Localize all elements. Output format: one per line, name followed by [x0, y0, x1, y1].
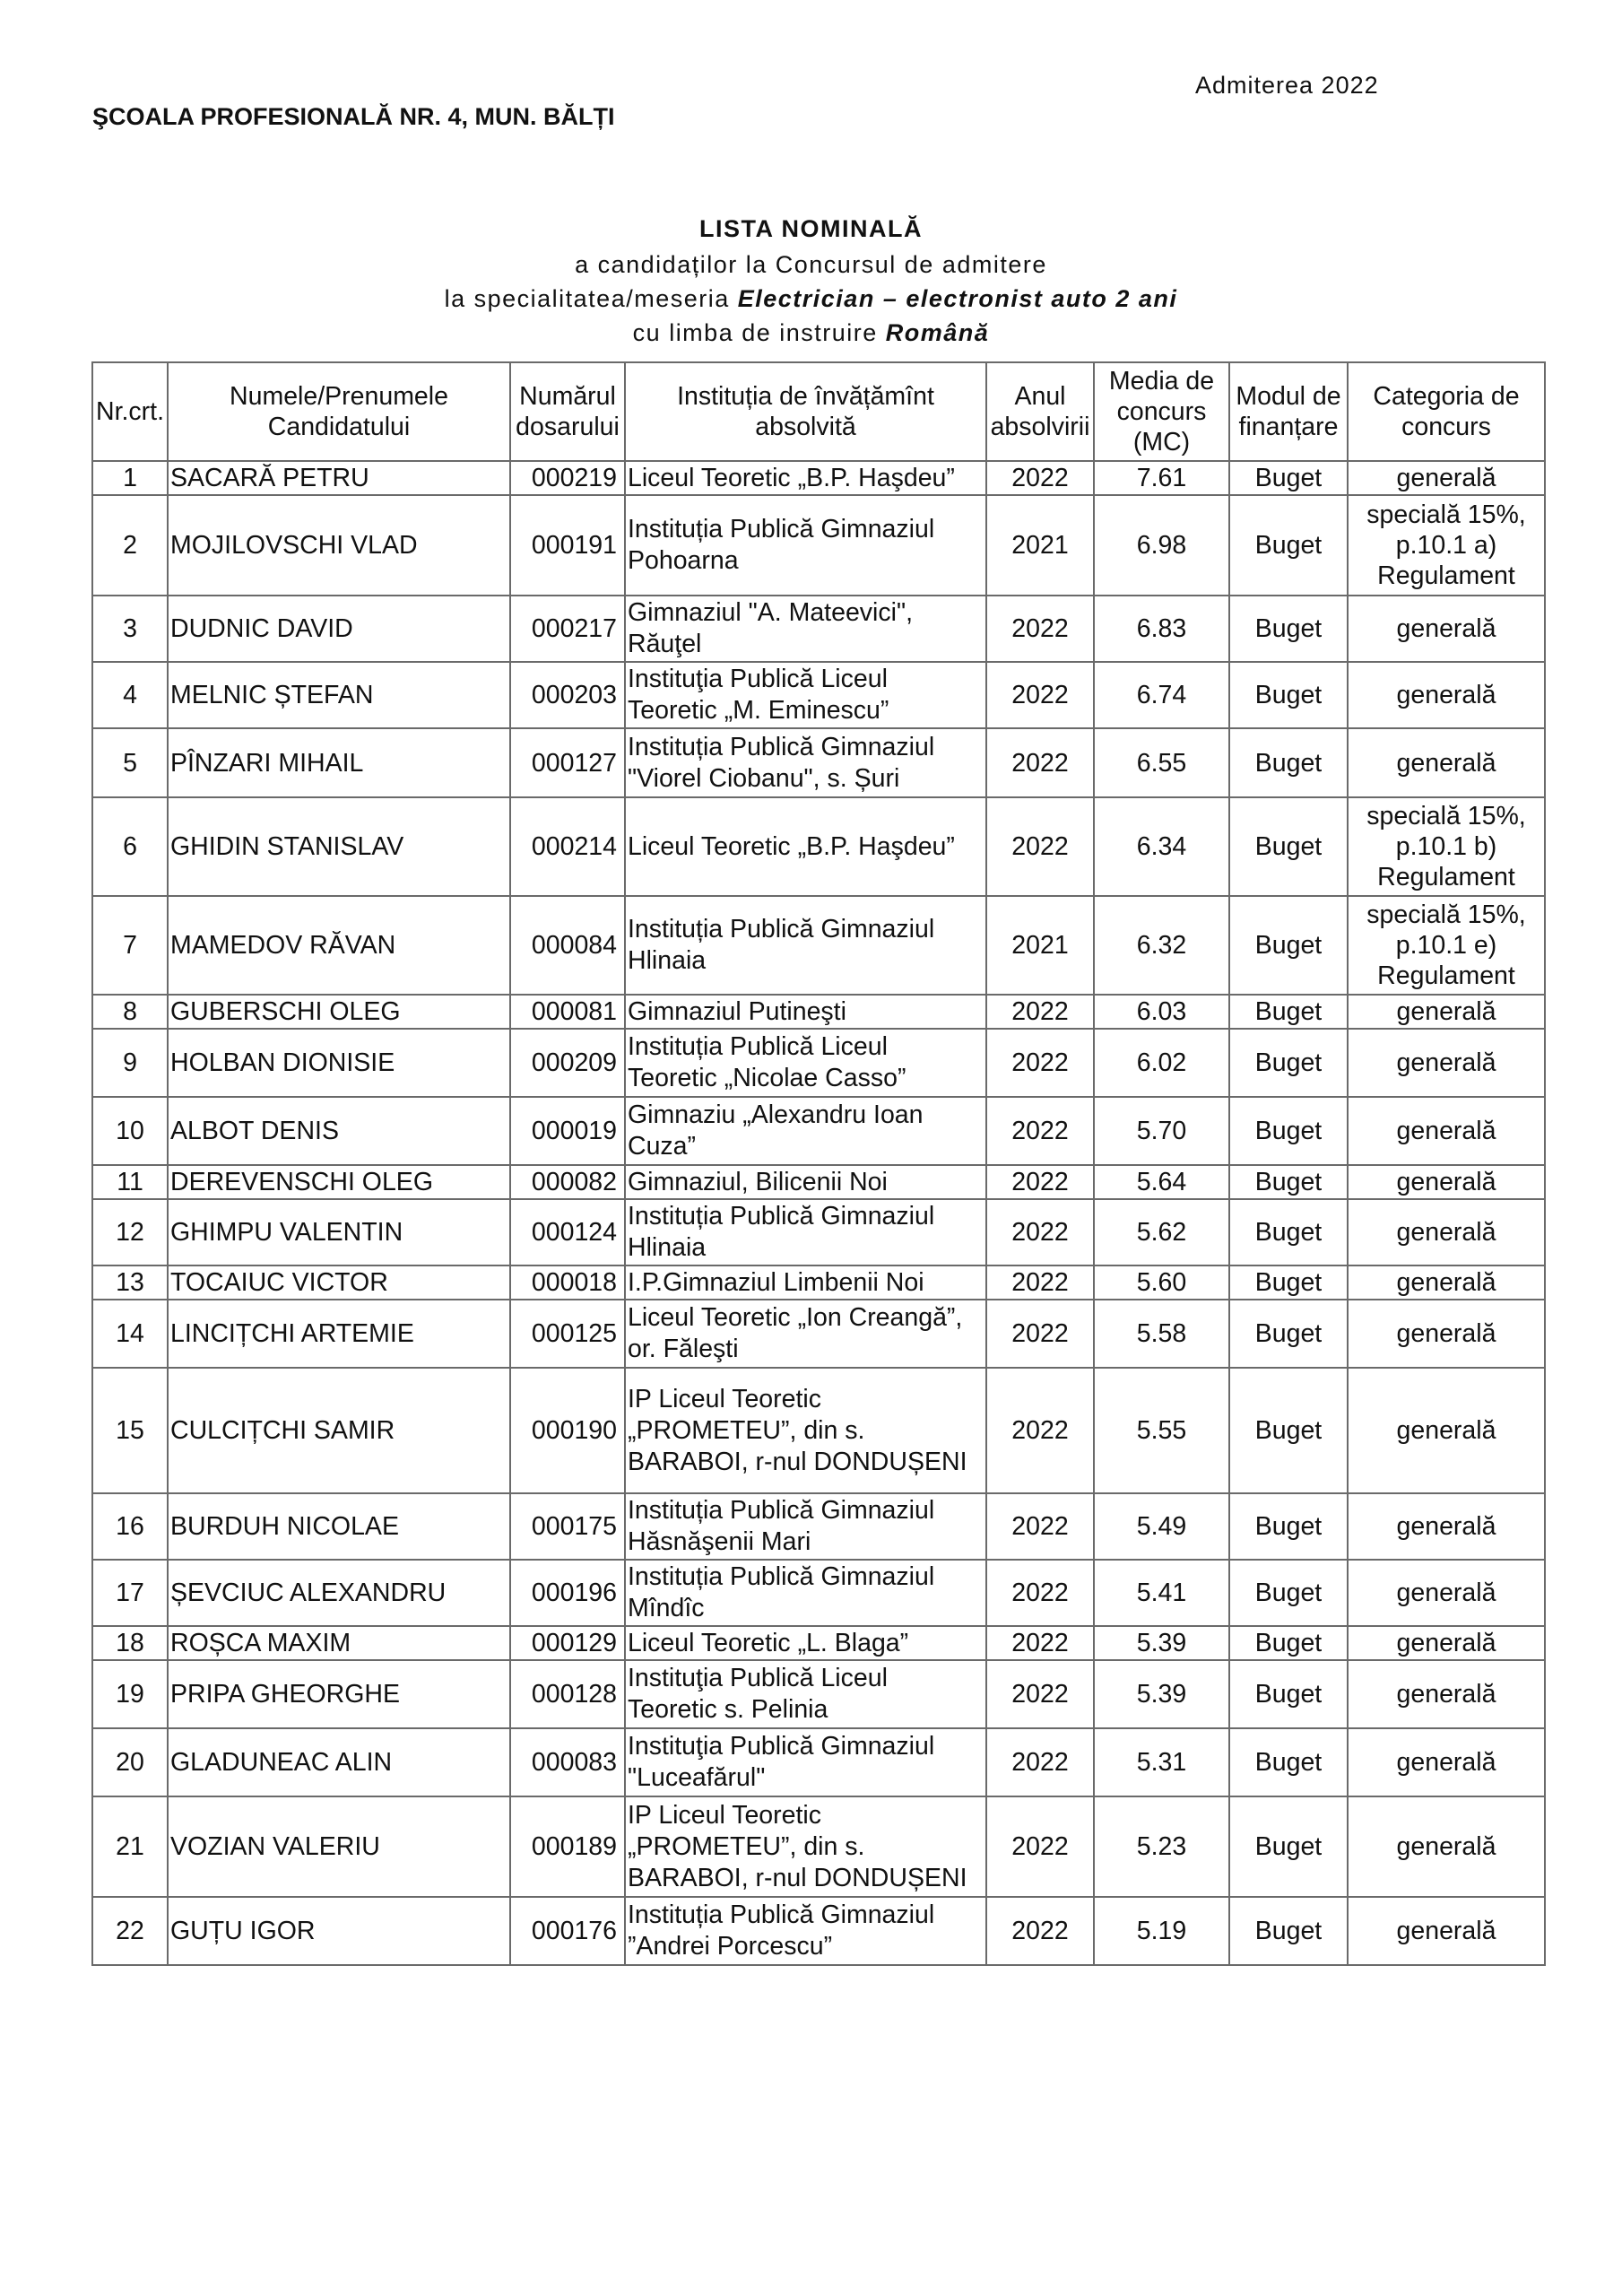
- contest-category-cell: generală: [1348, 995, 1545, 1029]
- institution-cell: Instituția Publică Gimnaziul "Viorel Ciobanu", s. Șuri: [625, 728, 986, 797]
- candidate-name-cell: ȘEVCIUC ALEXANDRU: [168, 1560, 510, 1626]
- institution-cell: IP Liceul Teoretic „PROMETEU”, din s. BARABOI, r-nul DONDUȘENI: [625, 1368, 986, 1493]
- graduation-year-cell: 2022: [986, 728, 1094, 797]
- candidate-name-cell: GLADUNEAC ALIN: [168, 1728, 510, 1796]
- funding-mode-cell: Buget: [1229, 662, 1348, 728]
- table-row: [92, 1265, 1545, 1300]
- candidate-name-cell: MOJILOVSCHI VLAD: [168, 495, 510, 596]
- col-header-funding: Modul de finanțare: [1229, 362, 1348, 461]
- row-number-cell: 12: [92, 1199, 168, 1265]
- row-number-cell: 4: [92, 662, 168, 728]
- admission-year-label: Admiterea 2022: [1195, 72, 1379, 99]
- contest-category-cell: generală: [1348, 1493, 1545, 1560]
- document-title: LISTA NOMINALĂ: [699, 215, 923, 242]
- contest-average-cell: 5.39: [1094, 1660, 1229, 1728]
- row-number-cell: 9: [92, 1029, 168, 1097]
- graduation-year-cell: 2022: [986, 1368, 1094, 1493]
- row-number-cell: 22: [92, 1897, 168, 1965]
- contest-average-cell: 5.49: [1094, 1493, 1229, 1560]
- subtitle-line-3: [0, 319, 1622, 347]
- funding-mode-cell: Buget: [1229, 1199, 1348, 1265]
- table-row: [92, 1560, 1545, 1626]
- contest-category-cell: generală: [1348, 1097, 1545, 1165]
- row-number-cell: 7: [92, 896, 168, 995]
- file-number-cell: 000189: [510, 1796, 625, 1897]
- graduation-year-cell: 2022: [986, 1660, 1094, 1728]
- institution-cell: Instituţia Publică Liceul Teoretic „M. Eminescu”: [625, 662, 986, 728]
- graduation-year-cell: 2021: [986, 495, 1094, 596]
- file-number-cell: 000175: [510, 1493, 625, 1560]
- contest-average-cell: 6.55: [1094, 728, 1229, 797]
- graduation-year-cell: 2022: [986, 1199, 1094, 1265]
- table-row: [92, 1493, 1545, 1560]
- funding-mode-cell: Buget: [1229, 995, 1348, 1029]
- funding-mode-cell: Buget: [1229, 461, 1348, 495]
- table-row: [92, 1300, 1545, 1368]
- candidate-name-cell: GUȚU IGOR: [168, 1897, 510, 1965]
- contest-average-cell: 6.03: [1094, 995, 1229, 1029]
- file-number-cell: 000176: [510, 1897, 625, 1965]
- table-body: [92, 461, 1545, 1965]
- col-header-institution: Instituția de învățămînt absolvită: [625, 362, 986, 461]
- contest-category-cell: generală: [1348, 1660, 1545, 1728]
- file-number-cell: 000124: [510, 1199, 625, 1265]
- contest-average-cell: 5.64: [1094, 1165, 1229, 1199]
- contest-category-cell: generală: [1348, 1796, 1545, 1897]
- table-row: [92, 1368, 1545, 1493]
- col-header-nr: Nr.crt.: [92, 362, 168, 461]
- col-header-year: Anul absolvirii: [986, 362, 1094, 461]
- contest-average-cell: 5.58: [1094, 1300, 1229, 1368]
- file-number-cell: 000018: [510, 1265, 625, 1300]
- file-number-cell: 000081: [510, 995, 625, 1029]
- funding-mode-cell: Buget: [1229, 1493, 1348, 1560]
- contest-category-cell: specială 15%, p.10.1 b) Regulament: [1348, 797, 1545, 896]
- contest-average-cell: 5.70: [1094, 1097, 1229, 1165]
- contest-category-cell: generală: [1348, 728, 1545, 797]
- funding-mode-cell: Buget: [1229, 728, 1348, 797]
- contest-category-cell: specială 15%, p.10.1 a) Regulament: [1348, 495, 1545, 596]
- contest-category-cell: generală: [1348, 1165, 1545, 1199]
- graduation-year-cell: 2022: [986, 797, 1094, 896]
- table-row: [92, 1199, 1545, 1265]
- file-number-cell: 000019: [510, 1097, 625, 1165]
- funding-mode-cell: Buget: [1229, 1796, 1348, 1897]
- funding-mode-cell: Buget: [1229, 1560, 1348, 1626]
- row-number-cell: 14: [92, 1300, 168, 1368]
- graduation-year-cell: 2022: [986, 1493, 1094, 1560]
- candidate-name-cell: ALBOT DENIS: [168, 1097, 510, 1165]
- file-number-cell: 000190: [510, 1368, 625, 1493]
- graduation-year-cell: 2022: [986, 1029, 1094, 1097]
- institution-cell: Gimnaziu „Alexandru Ioan Cuza”: [625, 1097, 986, 1165]
- funding-mode-cell: Buget: [1229, 1165, 1348, 1199]
- candidate-name-cell: SACARĂ PETRU: [168, 461, 510, 495]
- candidate-name-cell: HOLBAN DIONISIE: [168, 1029, 510, 1097]
- file-number-cell: 000082: [510, 1165, 625, 1199]
- col-header-mc: Media de concurs (MC): [1094, 362, 1229, 461]
- candidates-table: [91, 361, 1546, 1966]
- candidate-name-cell: DEREVENSCHI OLEG: [168, 1165, 510, 1199]
- contest-category-cell: generală: [1348, 1199, 1545, 1265]
- col-header-file: Numărul dosarului: [510, 362, 625, 461]
- file-number-cell: 000219: [510, 461, 625, 495]
- col-header-category: Categoria de concurs: [1348, 362, 1545, 461]
- contest-category-cell: generală: [1348, 1728, 1545, 1796]
- institution-cell: IP Liceul Teoretic „PROMETEU”, din s. BARABOI, r-nul DONDUȘENI: [625, 1796, 986, 1897]
- funding-mode-cell: Buget: [1229, 596, 1348, 662]
- row-number-cell: 5: [92, 728, 168, 797]
- contest-category-cell: generală: [1348, 1626, 1545, 1660]
- file-number-cell: 000217: [510, 596, 625, 662]
- file-number-cell: 000128: [510, 1660, 625, 1728]
- candidate-name-cell: PRIPA GHEORGHE: [168, 1660, 510, 1728]
- file-number-cell: 000083: [510, 1728, 625, 1796]
- row-number-cell: 10: [92, 1097, 168, 1165]
- funding-mode-cell: Buget: [1229, 1660, 1348, 1728]
- file-number-cell: 000125: [510, 1300, 625, 1368]
- graduation-year-cell: 2022: [986, 662, 1094, 728]
- table-row: [92, 995, 1545, 1029]
- subtitle-line-1: a candidaților la Concursul de admitere: [575, 251, 1047, 278]
- file-number-cell: 000127: [510, 728, 625, 797]
- institution-cell: Instituția Publică Gimnaziul Pohoarna: [625, 495, 986, 596]
- funding-mode-cell: Buget: [1229, 1265, 1348, 1300]
- row-number-cell: 13: [92, 1265, 168, 1300]
- specialty-prefix: la specialitatea/meseria: [444, 285, 738, 312]
- contest-average-cell: 5.19: [1094, 1897, 1229, 1965]
- table-row: [92, 896, 1545, 995]
- row-number-cell: 18: [92, 1626, 168, 1660]
- contest-category-cell: generală: [1348, 1560, 1545, 1626]
- candidate-name-cell: ROȘCA MAXIM: [168, 1626, 510, 1660]
- graduation-year-cell: 2022: [986, 1728, 1094, 1796]
- funding-mode-cell: Buget: [1229, 797, 1348, 896]
- table-row: [92, 1626, 1545, 1660]
- funding-mode-cell: Buget: [1229, 1300, 1348, 1368]
- row-number-cell: 11: [92, 1165, 168, 1199]
- instruction-language: Română: [885, 319, 990, 346]
- table-row: [92, 1728, 1545, 1796]
- table-row: [92, 662, 1545, 728]
- file-number-cell: 000191: [510, 495, 625, 596]
- contest-average-cell: 5.55: [1094, 1368, 1229, 1493]
- table-row: [92, 1029, 1545, 1097]
- candidate-name-cell: MELNIC ȘTEFAN: [168, 662, 510, 728]
- contest-average-cell: 7.61: [1094, 461, 1229, 495]
- institution-cell: Liceul Teoretic „L. Blaga”: [625, 1626, 986, 1660]
- table-row: [92, 1165, 1545, 1199]
- institution-cell: Liceul Teoretic „B.P. Haşdeu”: [625, 797, 986, 896]
- contest-average-cell: 5.60: [1094, 1265, 1229, 1300]
- table-row: [92, 728, 1545, 797]
- funding-mode-cell: Buget: [1229, 1626, 1348, 1660]
- graduation-year-cell: 2022: [986, 1626, 1094, 1660]
- table-row: [92, 1097, 1545, 1165]
- funding-mode-cell: Buget: [1229, 1897, 1348, 1965]
- candidate-name-cell: LINCIȚCHI ARTEMIE: [168, 1300, 510, 1368]
- contest-average-cell: 6.34: [1094, 797, 1229, 896]
- row-number-cell: 16: [92, 1493, 168, 1560]
- institution-cell: Instituția Publică Gimnaziul Hlinaia: [625, 896, 986, 995]
- funding-mode-cell: Buget: [1229, 1368, 1348, 1493]
- row-number-cell: 8: [92, 995, 168, 1029]
- contest-category-cell: generală: [1348, 662, 1545, 728]
- subtitle-line-2: [0, 285, 1622, 313]
- institution-cell: Liceul Teoretic „B.P. Haşdeu”: [625, 461, 986, 495]
- candidate-name-cell: PÎNZARI MIHAIL: [168, 728, 510, 797]
- graduation-year-cell: 2022: [986, 1265, 1094, 1300]
- table-row: [92, 797, 1545, 896]
- contest-category-cell: generală: [1348, 1897, 1545, 1965]
- institution-cell: I.P.Gimnaziul Limbenii Noi: [625, 1265, 986, 1300]
- candidate-name-cell: MAMEDOV RĂVAN: [168, 896, 510, 995]
- institution-cell: Instituția Publică Liceul Teoretic „Nicolae Casso”: [625, 1029, 986, 1097]
- contest-average-cell: 5.23: [1094, 1796, 1229, 1897]
- table-row: [92, 461, 1545, 495]
- institution-cell: Instituția Publică Gimnaziul ”Andrei Porcescu”: [625, 1897, 986, 1965]
- funding-mode-cell: Buget: [1229, 1097, 1348, 1165]
- contest-average-cell: 5.62: [1094, 1199, 1229, 1265]
- funding-mode-cell: Buget: [1229, 1029, 1348, 1097]
- file-number-cell: 000214: [510, 797, 625, 896]
- table-row: [92, 596, 1545, 662]
- col-header-name: [168, 362, 510, 461]
- institution-cell: Gimnaziul "A. Mateevici", Răuţel: [625, 596, 986, 662]
- candidate-name-cell: TOCAIUC VICTOR: [168, 1265, 510, 1300]
- table-row: [92, 1660, 1545, 1728]
- contest-category-cell: generală: [1348, 461, 1545, 495]
- institution-cell: Instituţia Publică Liceul Teoretic s. Pelinia: [625, 1660, 986, 1728]
- col-header-name-text: Numele/Prenumele Candidatului: [230, 382, 448, 441]
- contest-average-cell: 6.98: [1094, 495, 1229, 596]
- table-row: [92, 1897, 1545, 1965]
- funding-mode-cell: Buget: [1229, 495, 1348, 596]
- graduation-year-cell: 2022: [986, 461, 1094, 495]
- candidate-name-cell: CULCIȚCHI SAMIR: [168, 1368, 510, 1493]
- graduation-year-cell: 2022: [986, 1097, 1094, 1165]
- funding-mode-cell: Buget: [1229, 1728, 1348, 1796]
- graduation-year-cell: 2022: [986, 1300, 1094, 1368]
- graduation-year-cell: 2021: [986, 896, 1094, 995]
- file-number-cell: 000203: [510, 662, 625, 728]
- file-number-cell: 000196: [510, 1560, 625, 1626]
- row-number-cell: 19: [92, 1660, 168, 1728]
- specialty-name: Electrician – electronist auto 2 ani: [737, 285, 1178, 312]
- candidate-name-cell: VOZIAN VALERIU: [168, 1796, 510, 1897]
- contest-average-cell: 6.74: [1094, 662, 1229, 728]
- contest-category-cell: generală: [1348, 596, 1545, 662]
- contest-average-cell: 5.41: [1094, 1560, 1229, 1626]
- language-prefix: cu limba de instruire: [632, 319, 886, 346]
- row-number-cell: 20: [92, 1728, 168, 1796]
- candidate-name-cell: DUDNIC DAVID: [168, 596, 510, 662]
- candidate-name-cell: GUBERSCHI OLEG: [168, 995, 510, 1029]
- institution-cell: Instituţia Publică Gimnaziul "Luceafărul": [625, 1728, 986, 1796]
- contest-average-cell: 5.31: [1094, 1728, 1229, 1796]
- file-number-cell: 000209: [510, 1029, 625, 1097]
- row-number-cell: 17: [92, 1560, 168, 1626]
- graduation-year-cell: 2022: [986, 1560, 1094, 1626]
- graduation-year-cell: 2022: [986, 596, 1094, 662]
- contest-category-cell: specială 15%, p.10.1 e) Regulament: [1348, 896, 1545, 995]
- contest-average-cell: 6.83: [1094, 596, 1229, 662]
- graduation-year-cell: 2022: [986, 1796, 1094, 1897]
- contest-category-cell: generală: [1348, 1300, 1545, 1368]
- table-row: [92, 495, 1545, 596]
- institution-cell: Gimnaziul, Bilicenii Noi: [625, 1165, 986, 1199]
- contest-average-cell: 6.32: [1094, 896, 1229, 995]
- row-number-cell: 1: [92, 461, 168, 495]
- school-name: ŞCOALA PROFESIONALĂ NR. 4, MUN. BĂLȚI: [92, 103, 615, 130]
- file-number-cell: 000084: [510, 896, 625, 995]
- institution-cell: Liceul Teoretic „Ion Creangă”, or. Făleşti: [625, 1300, 986, 1368]
- contest-category-cell: generală: [1348, 1029, 1545, 1097]
- contest-category-cell: generală: [1348, 1368, 1545, 1493]
- funding-mode-cell: Buget: [1229, 896, 1348, 995]
- row-number-cell: 2: [92, 495, 168, 596]
- institution-cell: Gimnaziul Putineşti: [625, 995, 986, 1029]
- row-number-cell: 15: [92, 1368, 168, 1493]
- candidate-name-cell: GHIMPU VALENTIN: [168, 1199, 510, 1265]
- institution-cell: Instituția Publică Gimnaziul Hăsnăşenii Mari: [625, 1493, 986, 1560]
- file-number-cell: 000129: [510, 1626, 625, 1660]
- candidate-name-cell: GHIDIN STANISLAV: [168, 797, 510, 896]
- row-number-cell: 6: [92, 797, 168, 896]
- table-header-row: [92, 362, 1545, 461]
- candidate-name-cell: BURDUH NICOLAE: [168, 1493, 510, 1560]
- contest-average-cell: 6.02: [1094, 1029, 1229, 1097]
- row-number-cell: 21: [92, 1796, 168, 1897]
- graduation-year-cell: 2022: [986, 995, 1094, 1029]
- row-number-cell: 3: [92, 596, 168, 662]
- institution-cell: Instituția Publică Gimnaziul Mîndîc: [625, 1560, 986, 1626]
- graduation-year-cell: 2022: [986, 1897, 1094, 1965]
- graduation-year-cell: 2022: [986, 1165, 1094, 1199]
- contest-category-cell: generală: [1348, 1265, 1545, 1300]
- table-row: [92, 1796, 1545, 1897]
- contest-average-cell: 5.39: [1094, 1626, 1229, 1660]
- institution-cell: Instituția Publică Gimnaziul Hlinaia: [625, 1199, 986, 1265]
